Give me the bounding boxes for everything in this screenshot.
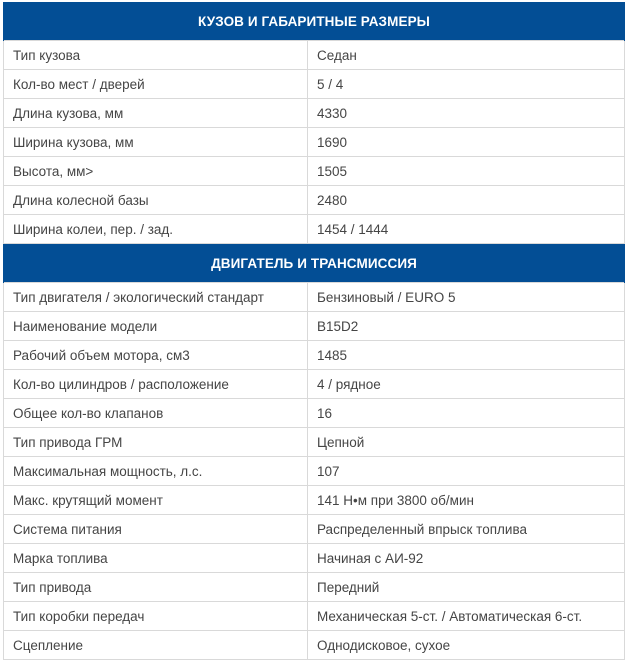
spec-label: Тип привода: [4, 573, 308, 602]
table-row: [4, 370, 625, 399]
spec-value: 1485: [308, 341, 625, 370]
spec-value: Начиная с АИ-92: [308, 544, 625, 573]
spec-label: Марка топлива: [4, 544, 308, 573]
spec-value: 4 / рядное: [308, 370, 625, 399]
table-row: [4, 215, 625, 244]
spec-label: Рабочий объем мотора, см3: [4, 341, 308, 370]
spec-label: Сцепление: [4, 631, 308, 660]
table-row: [4, 341, 625, 370]
spec-label: Кол-во мест / дверей: [4, 70, 308, 99]
section-header-engine-transmission: [4, 244, 625, 283]
spec-value: Седан: [308, 41, 625, 70]
table-row: [4, 128, 625, 157]
spec-value: 1454 / 1444: [308, 215, 625, 244]
table-row: [4, 573, 625, 602]
spec-label: Тип кузова: [4, 41, 308, 70]
spec-label: Ширина колеи, пер. / зад.: [4, 215, 308, 244]
spec-value: 1690: [308, 128, 625, 157]
spec-label: Тип двигателя / экологический стандарт: [4, 283, 308, 312]
table-row: [4, 283, 625, 312]
spec-label: Высота, мм>: [4, 157, 308, 186]
spec-label: Тип коробки передач: [4, 602, 308, 631]
spec-value: 5 / 4: [308, 70, 625, 99]
spec-label: Система питания: [4, 515, 308, 544]
table-row: [4, 41, 625, 70]
spec-label: Максимальная мощность, л.с.: [4, 457, 308, 486]
spec-value: 1505: [308, 157, 625, 186]
spec-value: 107: [308, 457, 625, 486]
section-title: ДВИГАТЕЛЬ И ТРАНСМИССИЯ: [4, 244, 625, 283]
spec-label: Длина колесной базы: [4, 186, 308, 215]
table-row: [4, 399, 625, 428]
table-row: [4, 157, 625, 186]
spec-value: Цепной: [308, 428, 625, 457]
section-title: КУЗОВ И ГАБАРИТНЫЕ РАЗМЕРЫ: [4, 2, 625, 41]
spec-value: Однодисковое, сухое: [308, 631, 625, 660]
table-row: [4, 631, 625, 660]
spec-label: Ширина кузова, мм: [4, 128, 308, 157]
specifications-table: [3, 2, 625, 660]
spec-value: 16: [308, 399, 625, 428]
spec-label: Кол-во цилиндров / расположение: [4, 370, 308, 399]
spec-value: Бензиновый / EURO 5: [308, 283, 625, 312]
spec-value: Распределенный впрыск топлива: [308, 515, 625, 544]
spec-label: Макс. крутящий момент: [4, 486, 308, 515]
spec-label: Общее кол-во клапанов: [4, 399, 308, 428]
table-row: [4, 428, 625, 457]
section-header-body-dimensions: [4, 2, 625, 41]
table-row: [4, 99, 625, 128]
table-row: [4, 457, 625, 486]
table-row: [4, 486, 625, 515]
table-row: [4, 312, 625, 341]
table-row: [4, 186, 625, 215]
spec-value: 4330: [308, 99, 625, 128]
spec-value: 141 Н•м при 3800 об/мин: [308, 486, 625, 515]
spec-value: Механическая 5-ст. / Автоматическая 6-ст.: [308, 602, 625, 631]
spec-value: 2480: [308, 186, 625, 215]
table-row: [4, 70, 625, 99]
spec-value: Передний: [308, 573, 625, 602]
table-row: [4, 602, 625, 631]
table-row: [4, 515, 625, 544]
spec-label: Наименование модели: [4, 312, 308, 341]
spec-label: Тип привода ГРМ: [4, 428, 308, 457]
spec-label: Длина кузова, мм: [4, 99, 308, 128]
spec-value: B15D2: [308, 312, 625, 341]
table-row: [4, 544, 625, 573]
